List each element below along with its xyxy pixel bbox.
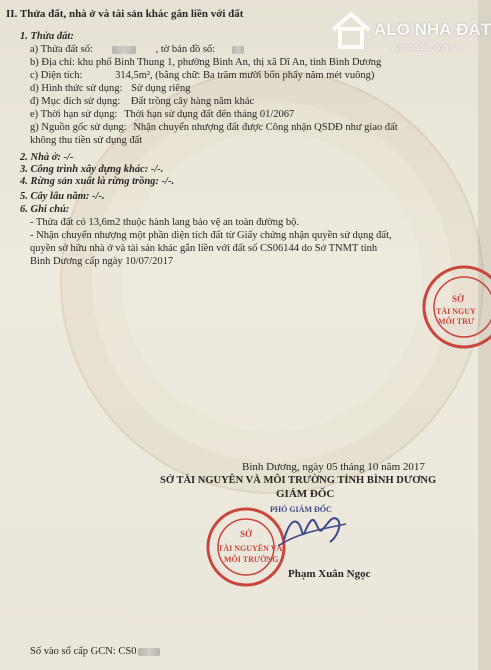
house-item: 2. Nhà ở: -/- — [20, 152, 74, 163]
forest-item: 4. Rừng sản xuất là rừng trồng: -/-. — [20, 176, 175, 187]
construction-item: 3. Công trình xây dựng khác: -/-. — [20, 164, 164, 175]
section-title: II. Thửa đất, nhà ở và tài sản khác gắn liền với đất — [6, 8, 244, 20]
perennial-item: 5. Cây lâu năm: -/-. — [20, 191, 105, 202]
land-area-label: c) Diện tích: — [30, 70, 83, 81]
land-area-value: 314,5m², (bằng chữ: Ba trăm mười bốn phẩy năm mét vuông) — [115, 70, 375, 81]
note-line: quyền sở hữu nhà ở và tài sản khác gắn liền với đất số CS06144 do Sở TNMT tỉnh — [30, 243, 378, 254]
watermark-url: alonhadat.com.vn — [392, 42, 464, 52]
land-a-separator: , tờ bản đồ số: — [155, 44, 216, 55]
redacted-parcel-number — [112, 46, 136, 54]
land-heading: 1. Thửa đất: — [20, 31, 74, 42]
svg-text:MÔI TRƯ: MÔI TRƯ — [438, 317, 475, 326]
svg-text:SỞ: SỞ — [240, 529, 253, 539]
land-use-form-label: d) Hình thức sử dụng: — [30, 83, 123, 94]
land-address: b) Địa chỉ: khu phố Bình Thung 1, phường Bình An, thị xã Dĩ An, tỉnh Bình Dương — [30, 57, 382, 68]
land-term-label: e) Thời hạn sử dụng: — [30, 109, 118, 120]
land-purpose-value: Đất trồng cây hàng năm khác — [130, 96, 255, 107]
margin-stamp-icon — [418, 262, 478, 352]
signer-name: Phạm Xuân Ngọc — [288, 568, 371, 580]
land-term-value: Thời hạn sử dụng đất đến tháng 01/2067 — [124, 109, 295, 120]
land-origin-row — [30, 121, 398, 134]
registry-number-row — [30, 645, 160, 658]
land-purpose-row — [30, 95, 254, 108]
issuing-authority: SỞ TÀI NGUYÊN VÀ MÔI TRƯỜNG TỈNH BÌNH DƯƠNG — [160, 475, 437, 486]
house-logo-icon — [330, 10, 372, 50]
land-origin-continued: không thu tiền sử dụng đất — [30, 135, 143, 146]
note-line: - Thửa đất có 13,6m2 thuộc hành lang bảo vệ an toàn đường bộ. — [30, 217, 299, 228]
land-area-row — [30, 69, 374, 82]
land-a-label: a) Thửa đất số: — [30, 44, 93, 55]
note-line: Bình Dương cấp ngày 10/07/2017 — [30, 256, 174, 267]
land-use-form-row — [30, 82, 190, 95]
svg-text:SỞ: SỞ — [452, 294, 465, 304]
redacted-map-sheet — [232, 46, 244, 54]
notes-heading: 6. Ghi chú: — [20, 204, 70, 215]
registry-number-label: Số vào sổ cấp GCN: CS0 — [30, 646, 137, 657]
land-use-form-value: Sử dụng riêng — [131, 83, 191, 94]
land-term-row — [30, 108, 294, 121]
redacted-registry-number — [138, 648, 160, 656]
land-origin-label: g) Nguồn gốc sử dụng: — [30, 122, 127, 133]
land-a-row — [30, 43, 244, 56]
svg-text:TÀI NGUY: TÀI NGUY — [436, 307, 476, 316]
note-line: - Nhận chuyển nhượng một phần diện tích đất từ Giấy chứng nhận quyền sử dụng đất, — [30, 230, 392, 241]
sign-date: Bình Dương, ngày 05 tháng 10 năm 2017 — [242, 461, 425, 473]
land-purpose-label: đ) Mục đích sử dụng: — [30, 96, 121, 107]
svg-text:MÔI TRƯỜNG: MÔI TRƯỜNG — [224, 555, 279, 564]
land-origin-value: Nhận chuyển nhượng đất được Công nhận QSDĐ như giao đất — [133, 122, 398, 133]
svg-text:TÀI NGUYÊN VÀ: TÀI NGUYÊN VÀ — [218, 544, 283, 553]
signer-role: GIÁM ĐỐC — [276, 488, 335, 500]
watermark-brand: ALO NHÀ ĐẤT — [374, 20, 491, 39]
deputy-role: PHÓ GIÁM ĐỐC — [270, 505, 332, 514]
handwritten-signature-icon — [276, 504, 356, 554]
